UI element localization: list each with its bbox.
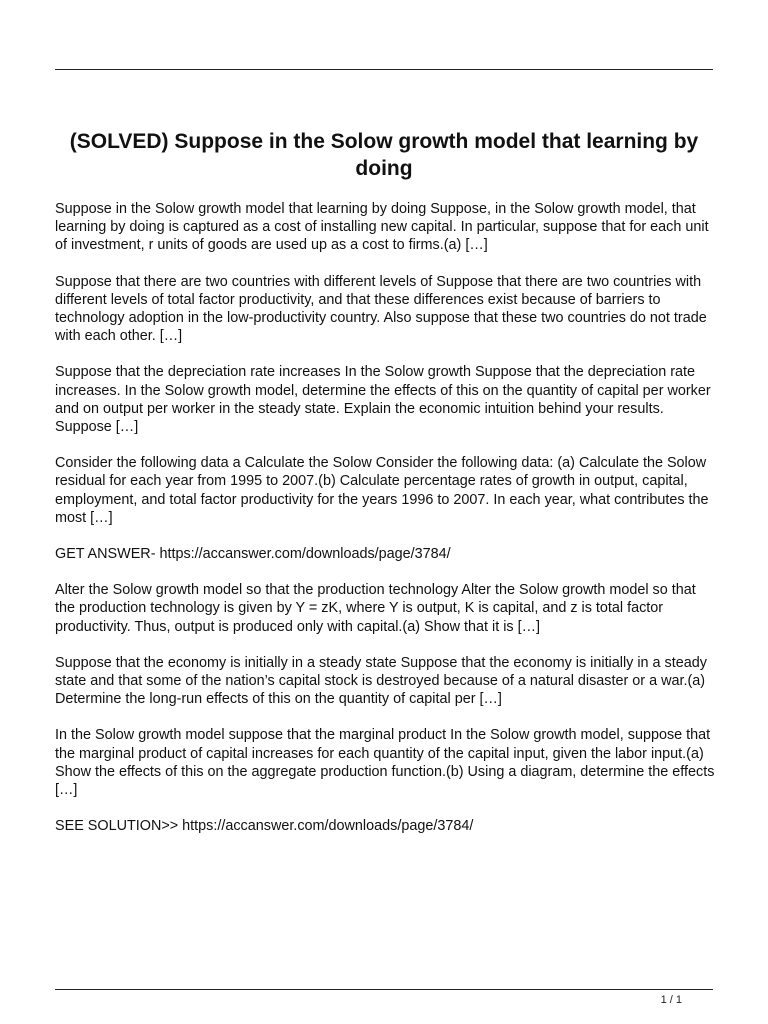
paragraph-solow-residual: Consider the following data a Calculate the Solow Consider the following data: (a) Calculate the Solow residual for each year from 1995 to 2007.(b) Calculate percentage rates of growth in output, capital, employment, and total factor productivity for the years 1996 to 2007. In each year, what contributes the most […] — [55, 455, 709, 526]
page-number: 1 / 1 — [660, 994, 682, 1006]
paragraph-steady-state: Suppose that the economy is initially in a steady state Suppose that the economy is initially in a steady state and that some of the nation’s capital stock is destroyed because of a natural disaster or a war.(a) Determine the long-run effects of this on the quantity of capital per […] — [55, 654, 707, 708]
paragraph-production-technology: Alter the Solow growth model so that the production technology Alter the Solow growth model so that the production technology is given by Y = zK, where Y is output, K is capital, and z is total factor productivity. Thus, output is produced only with capital.(a) Show that it is […] — [55, 582, 696, 635]
paragraph-marginal-product: In the Solow growth model suppose that the marginal product In the Solow growth model, suppose that the marginal product of capital increases for each quantity of the capital input, given the labor input.(a) Show the effects of this on the aggregate production function.(b) Using a diagram, determine the effects […] — [55, 727, 715, 799]
page-title: (SOLVED) Suppose in the Solow growth model that learning by doing — [69, 130, 699, 180]
paragraph-depreciation-rate: Suppose that the depreciation rate increases In the Solow growth Suppose that the depreciation rate increases. In the Solow growth model, determine the effects of this on the quantity of capital per worker and on output per worker in the steady state. Explain the economic intuition behind your results. Suppose […] — [55, 364, 711, 436]
paragraph-two-countries: Suppose that there are two countries with different levels of Suppose that there are two countries with different levels of total factor productivity, and that these differences exist because of barriers to technology adoption in the low-productivity country. Also suppose that these two countries do not trade with each other. […] — [55, 273, 707, 345]
get-answer-link[interactable]: GET ANSWER- https://accanswer.com/downloads/page/3784/ — [55, 546, 451, 563]
see-solution-link[interactable]: SEE SOLUTION>> https://accanswer.com/downloads/page/3784/ — [55, 818, 474, 835]
document-body — [55, 200, 719, 853]
header-rule — [55, 69, 713, 70]
paragraph-learning-by-doing: Suppose in the Solow growth model that learning by doing Suppose, in the Solow growth model, that learning by doing is captured as a cost of installing new capital. In particular, suppose that for each unit of investment, r units of goods are used up as a cost to firms.(a) […] — [55, 201, 709, 254]
footer-rule — [55, 989, 713, 990]
